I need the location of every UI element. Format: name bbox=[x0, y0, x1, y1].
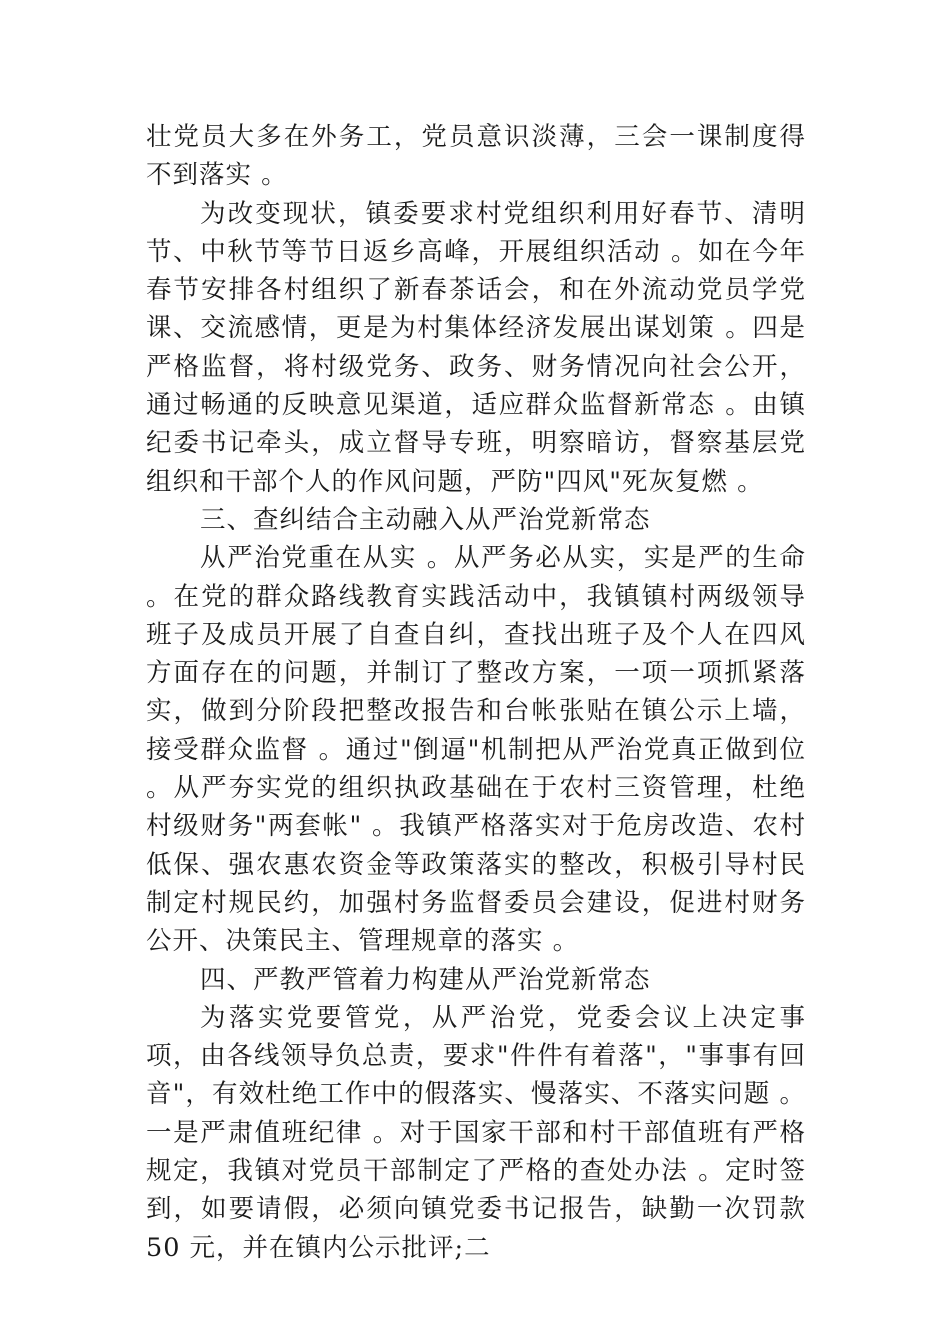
paragraph-strict-management: 为落实党要管党，从严治党，党委会议上决定事项，由各线领导负总责，要求"件件有着落"，"事事有回音"，有效杜绝工作中的假落实、慢落实、不落实问题 。一是严肃值班纪律 。对于国家干部和村干部值班有严格规定，我镇对党员干部制定了严格的查处办法 。定时签到，如要请假，必须向镇党委书记报告，缺勤一次罚款 50 元，并在镇内公示批评;二 bbox=[146, 1002, 806, 1263]
paragraph-festival-activities: 为改变现状，镇委要求村党组织利用好春节、清明节、中秋节等节日返乡高峰，开展组织活动 。如在今年春节安排各村组织了新春茶话会，和在外流动党员学党课、交流感情，更是为村集体经济发展出谋划策 。四是严格监督，将村级党务、政务、财务情况向社会公开，通过畅通的反映意见渠道，适应群众监督新常态 。由镇纪委书记牵头，成立督导专班，明察暗访，督察基层党组织和干部个人的作风问题，严防"四风"死灰复燃 。 bbox=[146, 198, 806, 497]
section-heading-three: 三、查纠结合主动融入从严治党新常态 bbox=[200, 504, 651, 535]
paragraph-continuation: 壮党员大多在外务工，党员意识淡薄，三会一课制度得不到落实 。 bbox=[146, 122, 806, 191]
document-page bbox=[146, 118, 806, 1267]
paragraph-strict-practice: 从严治党重在从实 。从严务必从实，实是严的生命 。在党的群众路线教育实践活动中，我镇镇村两级领导班子及成员开展了自查自纠，查找出班子及个人在四风方面存在的问题，并制订了整改方案，一项一项抓紧落实，做到分阶段把整改报告和台帐张贴在镇公示上墙，接受群众监督 。通过"倒逼"机制把从严治党真正做到位 。从严夯实党的组织执政基础在于农村三资管理，杜绝村级财务"两套帐" 。我镇严格落实对于危房改造、农村低保、强农惠农资金等政策落实的整改，积极引导村民制定村规民约，加强村务监督委员会建设，促进村财务公开、决策民主、管理规章的落实 。 bbox=[146, 543, 806, 957]
section-heading-four: 四、严教严管着力构建从严治党新常态 bbox=[200, 964, 651, 995]
